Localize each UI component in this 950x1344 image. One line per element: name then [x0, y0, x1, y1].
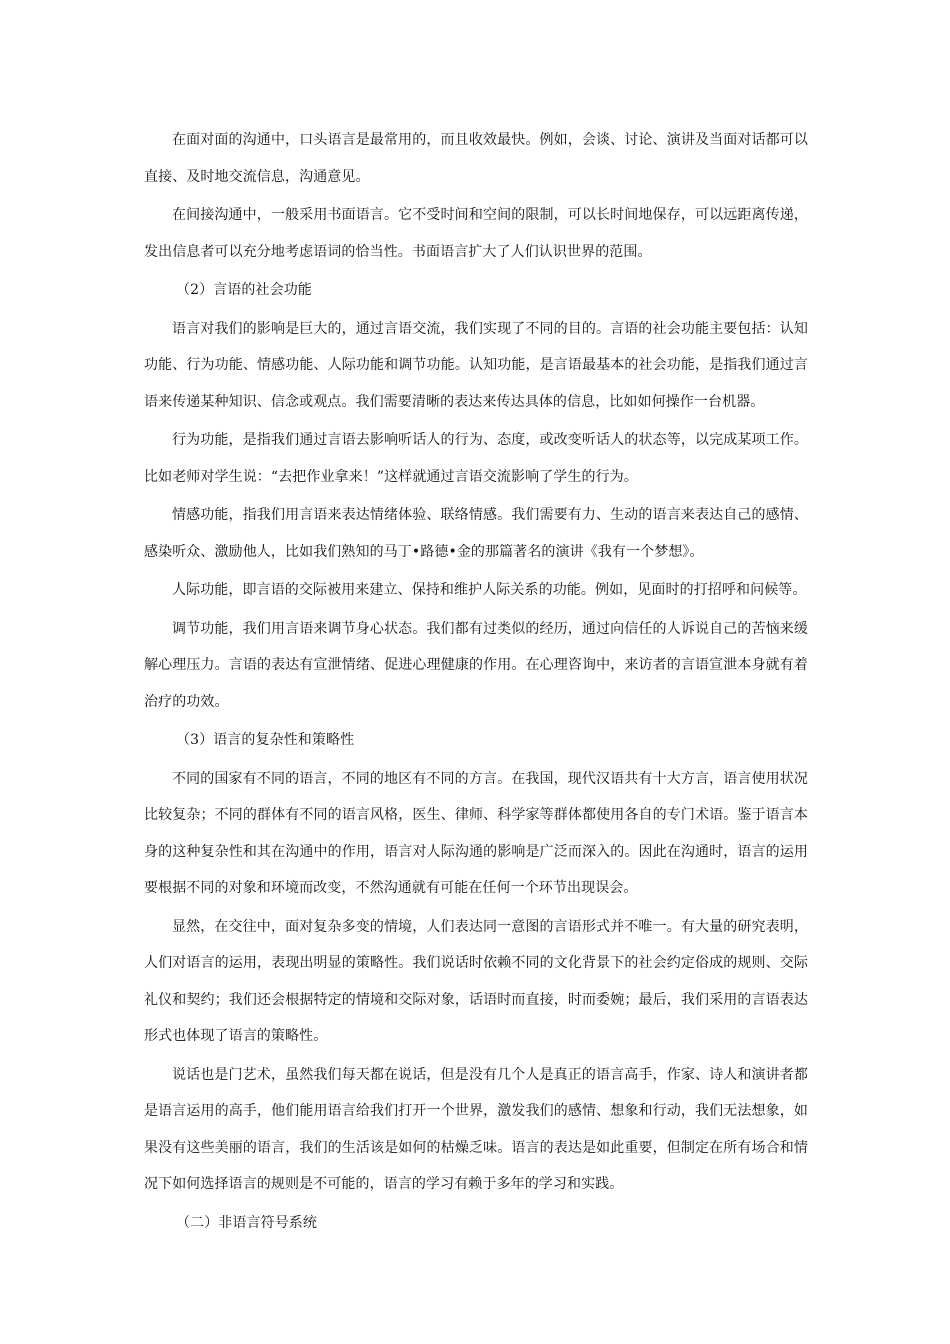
paragraph-indirect: 在间接沟通中，一般采用书面语言。它不受时间和空间的限制，可以长时间地保存，可以远距离传递，发出信息者可以充分地考虑语词的恰当性。书面语言扩大了人们认识世界的范围。 [144, 207, 808, 260]
paragraph-strategy: 显然，在交往中，面对复杂多变的情境，人们表达同一意图的言语形式并不唯一。有大量的研究表明，人们对语言的运用，表现出明显的策略性。我们说话时依赖不同的文化背景下的社会约定俗成的规则、交际礼仪和契约；我们还会根据特定的情境和交际对象，话语时而直接，时而委婉；最后，我们采用的言语表达形式也体现了语言的策略性。 [144, 918, 808, 1044]
paragraph-face-to-face: 在面对面的沟通中，口头语言是最常用的，而且收效最快。例如，会谈、讨论、演讲及当面对话都可以直接、及时地交流信息，沟通意见。 [144, 132, 808, 185]
paragraph-social-function-intro: 语言对我们的影响是巨大的，通过言语交流，我们实现了不同的目的。言语的社会功能主要包括：认知功能、行为功能、情感功能、人际功能和调节功能。认知功能，是言语最基本的社会功能，是指我们通过言语来传递某种知识、信念或观点。我们需要清晰的表达来传达具体的信息，比如如何操作一台机器。 [144, 320, 808, 410]
paragraph-complexity: 不同的国家有不同的语言，不同的地区有不同的方言。在我国，现代汉语共有十大方言，语言使用状况比较复杂；不同的群体有不同的语言风格，医生、律师、科学家等群体都使用各自的专门术语。鉴于语言本身的这种复杂性和其在沟通中的作用，语言对人际沟通的影响是广泛而深入的。因此在沟通时，语言的运用要根据不同的对象和环境而改变，不然沟通就有可能在任何一个环节出现误会。 [144, 770, 808, 896]
paragraph-emotion-function: 情感功能，指我们用言语来表达情绪体验、联络情感。我们需要有力、生动的语言来表达自己的感情、感染听众、激励他人，比如我们熟知的马丁•路德•金的那篇著名的演讲《我有一个梦想》。 [144, 507, 808, 560]
heading-social-function: （2）言语的社会功能 [176, 282, 312, 298]
heading-nonverbal-system: （二）非语言符号系统 [176, 1214, 317, 1231]
heading-complexity-strategy: （3）语言的复杂性和策略性 [176, 732, 355, 748]
paragraph-art-of-speech: 说话也是门艺术，虽然我们每天都在说话，但是没有几个人是真正的语言高手，作家、诗人和演讲者都是语言运用的高手，他们能用语言给我们打开一个世界，激发我们的感情、想象和行动，我们无法想象，如果没有这些美丽的语言，我们的生活该是如何的枯燥乏味。语言的表达是如此重要，但制定在所有场合和情况下如何选择语言的规则是不可能的，语言的学习有赖于多年的学习和实践。 [144, 1066, 808, 1192]
document-page [144, 122, 808, 1241]
paragraph-interpersonal-function: 人际功能，即言语的交际被用来建立、保持和维护人际关系的功能。例如，见面时的打招呼和问候等。 [172, 582, 807, 598]
paragraph-regulation-function: 调节功能，我们用言语来调节身心状态。我们都有过类似的经历，通过向信任的人诉说自己的苦恼来缓解心理压力。言语的表达有宣泄情绪、促进心理健康的作用。在心理咨询中，来访者的言语宣泄本身就有着治疗的功效。 [144, 620, 808, 710]
paragraph-behavior-function: 行为功能，是指我们通过言语去影响听话人的行为、态度，或改变听话人的状态等，以完成某项工作。比如老师对学生说：“去把作业拿来！”这样就通过言语交流影响了学生的行为。 [144, 432, 808, 485]
